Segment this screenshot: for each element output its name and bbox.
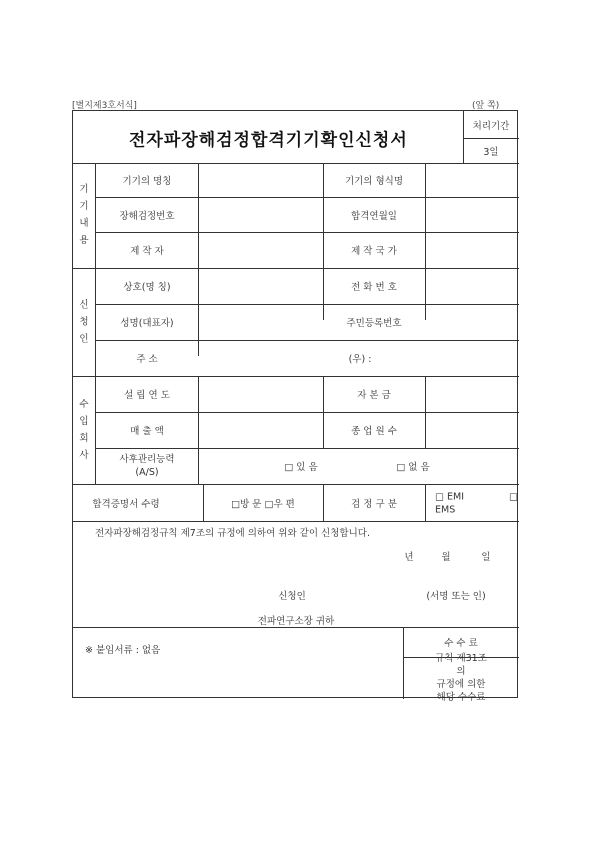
certificate-receipt-label: 합격증명서 수령 [92, 499, 160, 510]
zip-label: (우) : [348, 354, 372, 365]
addressee: 전파연구소장 귀하 [257, 616, 335, 627]
date-year-label: 년 [404, 552, 414, 563]
pass-date-label: 합격연월일 [351, 211, 397, 222]
fee-line-1: 규칙 제31조의 [435, 653, 487, 677]
after-service-label-line1: 사후관리능력 [119, 454, 175, 465]
form-title: 전자파장해검정합격기기확인신청서 [129, 130, 408, 151]
page-side-label: (앞 쪽) [472, 101, 500, 111]
after-service-label-line2: (A/S) [135, 467, 159, 478]
device-name-label: 기기의 명칭 [122, 176, 172, 187]
representative-label: 성명(대표자) [120, 318, 174, 329]
declaration-text: 전자파장해검정규칙 제7조의 규정에 의하여 위와 같이 신청합니다. [95, 528, 370, 539]
after-service-label [119, 453, 174, 479]
founding-year-label: 설 립 연 도 [124, 390, 170, 401]
after-service-yes-checkbox[interactable]: □ 있 음 [284, 462, 318, 473]
after-service-no-checkbox[interactable]: □ 없 음 [396, 462, 430, 473]
applicant-sign-label: 신청인 [278, 591, 306, 602]
cert-number-label: 장해검정번호 [119, 211, 175, 222]
country-label: 제 작 국 가 [351, 246, 397, 257]
receipt-method-options[interactable]: □방 문 □우 편 [231, 499, 295, 510]
signature-field[interactable]: (서명 또는 인) [426, 591, 486, 602]
device-section-label: 기기내용 [79, 184, 89, 246]
processing-period-value: 3일 [483, 147, 499, 158]
company-name-label: 상호(명 칭) [123, 282, 171, 293]
importer-section-label: 수입회사 [79, 399, 89, 461]
resident-number-label: 주민등록번호 [346, 318, 402, 329]
exam-type-label: 검 정 구 분 [351, 499, 397, 510]
emi-checkbox[interactable]: □ EMI [435, 491, 464, 503]
form-number: [별지제3호서식] [72, 101, 137, 111]
phone-label: 전 화 번 호 [351, 282, 397, 293]
date-month-label: 월 [441, 552, 451, 563]
address-label: 주 소 [136, 354, 158, 365]
attachments-note: ※ 붙임서류 : 없음 [85, 645, 161, 656]
ems-label: EMS [435, 504, 456, 516]
capital-label: 자 본 금 [357, 390, 391, 401]
fee-line-3: 해당 수수료 [436, 692, 486, 703]
device-model-label: 기기의 형식명 [344, 176, 404, 187]
fee-label: 수 수 료 [444, 638, 478, 649]
processing-period-label: 처리기간 [472, 121, 510, 132]
applicant-section-label: 신청인 [79, 299, 89, 345]
employees-label: 종 업 원 수 [351, 426, 397, 437]
fee-description [433, 652, 489, 704]
date-day-label: 일 [481, 552, 491, 563]
maker-label: 제 작 자 [130, 246, 164, 257]
ems-checkbox[interactable]: □ [509, 491, 518, 503]
application-form [72, 110, 518, 703]
sales-label: 매 출 액 [130, 426, 164, 437]
fee-line-2: 규정에 의한 [436, 679, 486, 690]
